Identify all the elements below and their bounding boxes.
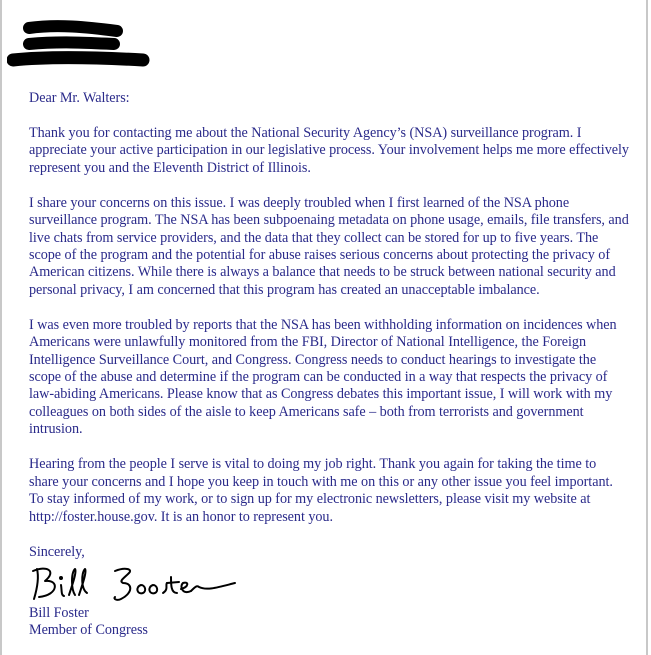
- letter-body: [29, 90, 629, 640]
- salutation: Dear Mr. Walters:: [29, 90, 130, 106]
- paragraph-closing: Hearing from the people I serve is vital to doing my job right. Thank you again for taking the time to share your concerns and I hope you keep in touch with me on this or any other issue you feel important. To stay informed of my work, or to sign up for my electronic newsletters, please visit my website at http://foster.house.gov. It is an honor to represent you.: [29, 456, 613, 525]
- paragraph-intro: Thank you for contacting me about the National Security Agency’s (NSA) surveillance program. I appreciate your active participation in our legislative process. Your involvement helps me more effectively represent you and the Eleventh District of Illinois.: [29, 125, 629, 176]
- paragraph-concerns: I share your concerns on this issue. I was deeply troubled when I first learned of the NSA phone surveillance program. The NSA has been subpoenaing metadata on phone usage, emails, file transfers, and live chats from service providers, and the data that they collect can be stored for up to five years. The scope of the program and the potential for abuse raises serious concerns about protecting the privacy of American citizens. While there is always a balance that needs to be struck between national security and personal privacy, I am concerned that this program has created an unacceptable imbalance.: [29, 194, 629, 298]
- signer-name: Bill Foster: [29, 604, 89, 621]
- paragraph-withholding: I was even more troubled by reports that the NSA has been withholding information on incidences when Americans were unlawfully monitored from the FBI, Director of National Intelligence, the Foreign Intelligence Surveillance Court, and Congress. Congress needs to conduct hearings to investigate the scope of the abuse and determine if the program can be conducted in a way that respects the privacy of law-abiding Americans. Please know that as Congress debates this important issue, I will work with my colleagues on both sides of the aisle to keep Americans safe – both from terrorists and government intrusion.: [29, 316, 617, 438]
- redacted-address-block: [7, 15, 157, 70]
- signer-title: Member of Congress: [29, 622, 148, 639]
- signature-image: [29, 563, 629, 605]
- closing: Sincerely,: [29, 543, 85, 560]
